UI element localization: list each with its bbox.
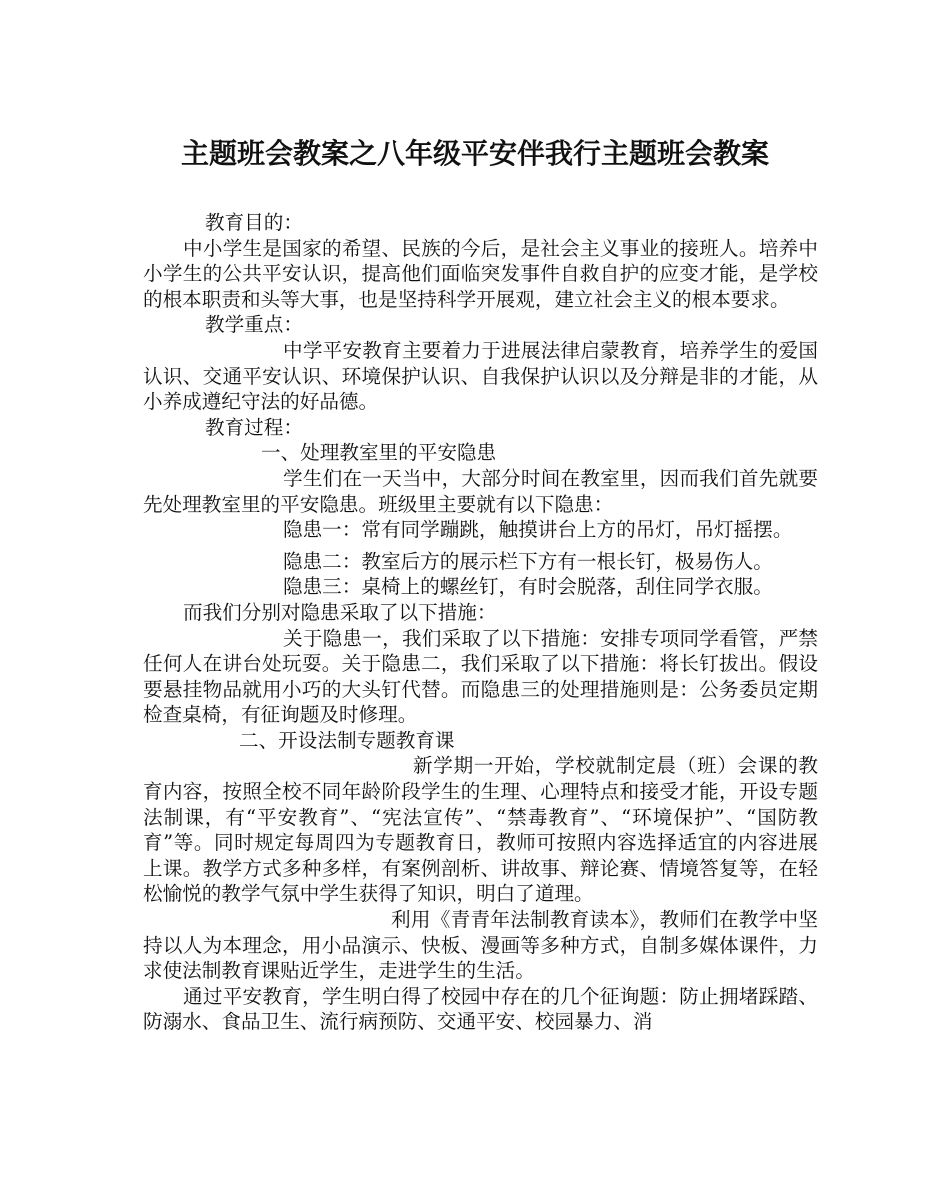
subsection-heading-law-class: 二、开设法制专题教育课 <box>239 728 455 752</box>
paragraph-measures-intro: 而我们分别对隐患采取了以下措施： <box>183 600 497 624</box>
paragraph-focus: 中学平安教育主要着力于进展法律启蒙教育，培养学生的爱国认识、交通平安认识、环境保护认识、自我保护认识以及分辩是非的才能，从小养成遵纪守法的好品德。 <box>143 338 818 414</box>
hazard-item-2: 隐患二：教室后方的展示栏下方有一根长钉，极易伤人。 <box>283 549 773 573</box>
paragraph-classroom-intro: 学生们在一天当中，大部分时间在教室里，因而我们首先就要先处理教室里的平安隐患。班级里主要就有以下隐患： <box>143 466 818 516</box>
subsection-heading-classroom: 一、处理教室里的平安隐患 <box>261 441 497 465</box>
hazard-item-1: 隐患一：常有同学蹦跳，触摸讲台上方的吊灯，吊灯摇摆。 <box>283 518 793 542</box>
document-body <box>143 210 818 1035</box>
section-heading-focus: 教学重点： <box>205 313 303 337</box>
paragraph-purpose: 中小学生是国家的希望、民族的今后，是社会主义事业的接班人。培养中小学生的公共平安认识，提高他们面临突发事件自救自护的应变才能，是学校的根本职责和头等大事，也是坚持科学开展观，建立社会主义的根本要求。 <box>143 236 818 311</box>
document-title: 主题班会教案之八年级平安伴我行主题班会教案 <box>180 137 769 170</box>
paragraph-reader: 利用《青青年法制教育读本》，教师们在教学中坚持以人为本理念，用小品演示、快板、漫画等多种方式，自制多媒体课件，力求使法制教育课贴近学生，走进学生的生活。 <box>143 908 818 983</box>
hazard-item-3: 隐患三：桌椅上的螺丝钉，有时会脱落，刮住同学衣服。 <box>283 575 773 599</box>
section-heading-purpose: 教育目的： <box>205 211 303 234</box>
paragraph-safety-education: 通过平安教育，学生明白得了校园中存在的几个征询题：防止拥堵踩踏、防溺水、食品卫生、流行病预防、交通平安、校园暴力、消 <box>143 984 818 1034</box>
paragraph-law-class: 新学期一开始，学校就制定晨（班）会课的教育内容，按照全校不同年龄阶段学生的生理、心理特点和接受才能，开设专题法制课，有“平安教育”、“宪法宣传”、“禁毒教育”、“环境保护”、“国防教育”等。同时规定每周四为专题教育日，教师可按照内容选择适宜的内容进展上课。教学方式多种多样，有案例剖析、讲故事、辩论赛、情境答复等，在轻松愉悦的教学气氛中学生获得了知识，明白了道理。 <box>143 754 818 906</box>
section-heading-process: 教育过程： <box>205 415 303 439</box>
paragraph-measures: 关于隐患一，我们采取了以下措施：安排专项同学看管，严禁任何人在讲台处玩耍。关于隐患二，我们采取了以下措施：将长钉拔出。假设要悬挂物品就用小巧的大头钉代替。而隐患三的处理措施则是：公务委员定期检查桌椅，有征询题及时修理。 <box>143 626 818 727</box>
